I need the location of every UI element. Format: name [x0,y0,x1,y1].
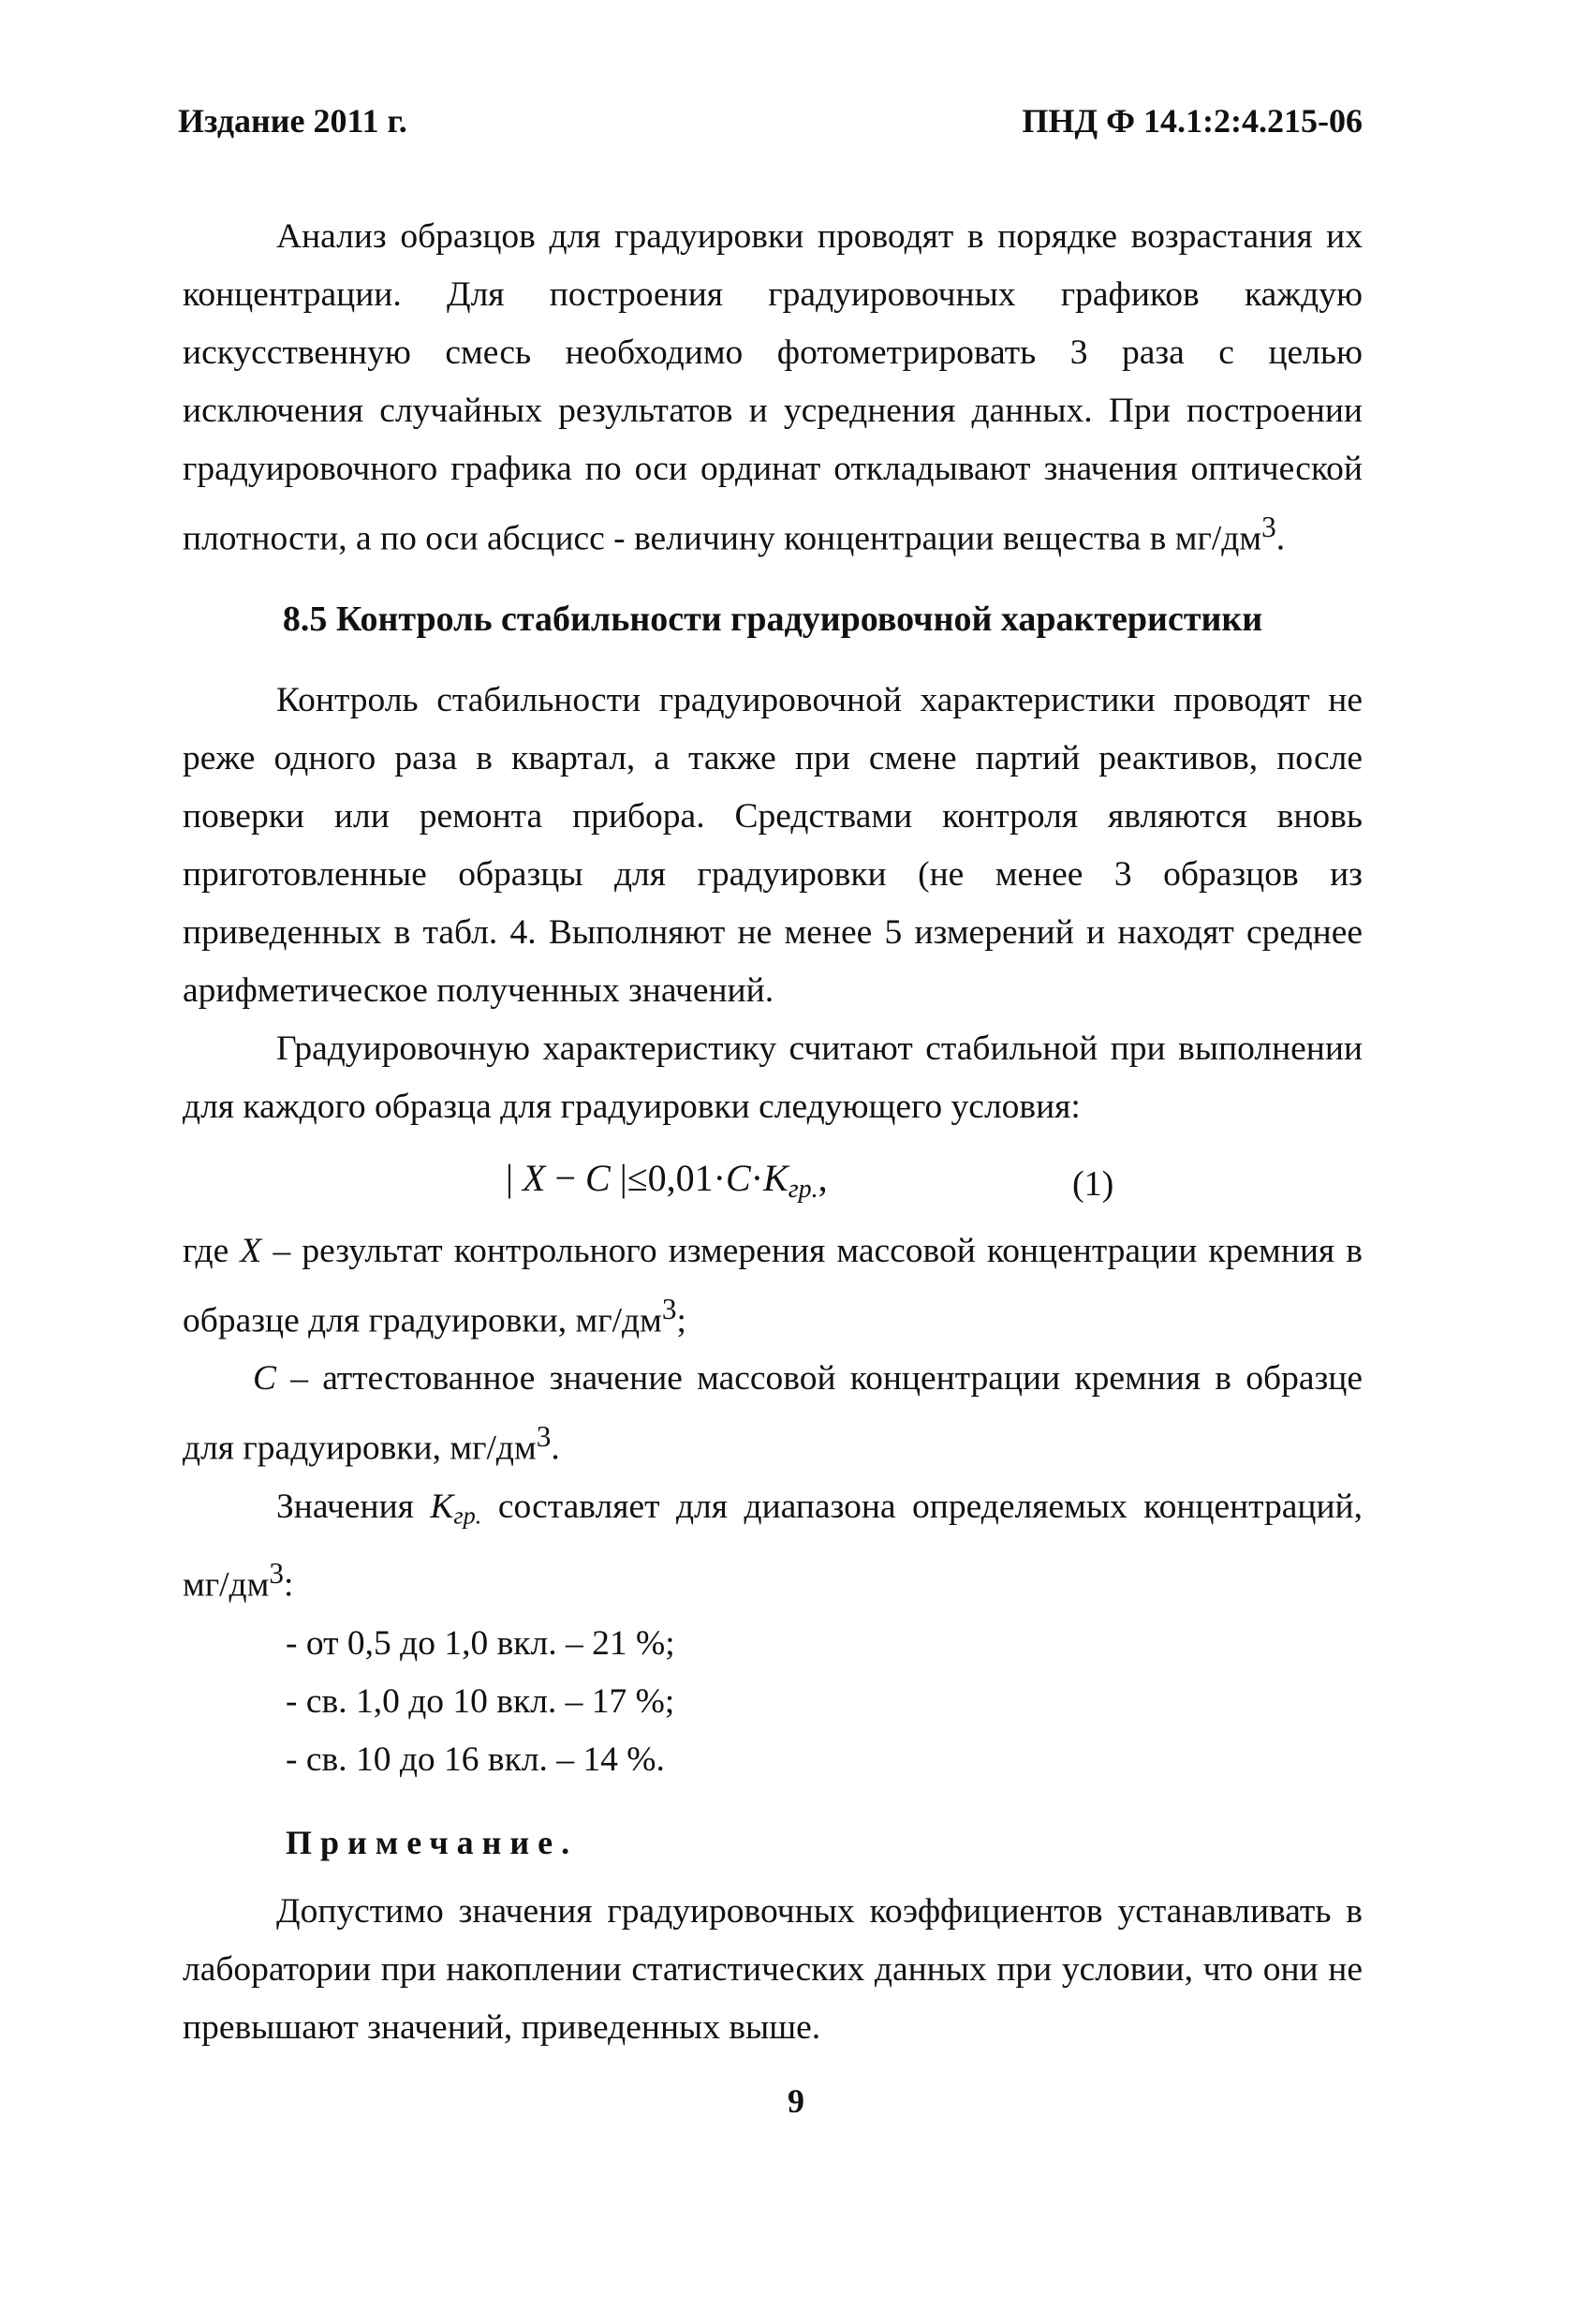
definition-x-var: X [240,1231,262,1270]
range-item: - св. 1,0 до 10 вкл. – 17 %; [286,1681,675,1721]
definition-c-end: . [551,1428,560,1468]
page-body [183,208,1363,2057]
formula-bar-right: | [619,1156,627,1199]
k-intro-text: составляет для диапазона определяемых концентраций, мг/дм [183,1487,1363,1605]
paragraph-1-superscript: 3 [1261,511,1276,543]
formula-k-subscript: гр. [788,1174,818,1204]
range-item: - от 0,5 до 1,0 вкл. – 21 %; [286,1623,675,1663]
paragraph-graph-construction [183,208,1363,569]
k-intro [183,1478,1363,1615]
edition-label: Издание 2011 г. [178,102,407,140]
formula-dot: · [750,1156,764,1199]
k-intro-superscript: 3 [269,1557,284,1591]
definition-c-text: – аттестованное значение массовой концентрации кремния в образце для градуировки, мг/дм [183,1359,1363,1468]
definition-c-superscript: 3 [536,1420,552,1453]
formula-var-c2: C [726,1156,751,1199]
formula-var-c: C [585,1156,611,1199]
definition-x-prefix: где [183,1231,241,1270]
k-intro-var: K [430,1487,454,1526]
formula-var-k: K [763,1156,789,1199]
definition-x-end: ; [676,1301,686,1340]
concentration-ranges [183,1615,1363,1789]
formula-rhs: ≤0,01· [626,1156,726,1199]
formula-bar-left: | [506,1156,514,1199]
k-intro-subscript: гр. [453,1502,482,1530]
paragraph-1-text: Анализ образцов для градуировки проводят в порядке возрастания их концентрации. Для построения градуировочных графиков каждую искусственную смесь необходимо фотометрировать 3 раза с целью исключения случайных результатов и усреднения данных. При построении градуировочного графика по оси ординат откладывают значения оптической плотности, а по оси абсцисс - величину концентрации вещества в мг/дм [183,217,1363,558]
section-heading: 8.5 Контроль стабильности градуировочной характеристики [282,599,1263,639]
range-item: - св. 10 до 16 вкл. – 14 %. [286,1739,665,1779]
page-header [178,101,1363,157]
formula-minus: − [545,1156,586,1199]
definition-x-text: – результат контрольного измерения массовой концентрации кремния в образце для градуировки, мг/дм [183,1231,1363,1340]
formula-number: (1) [1072,1163,1114,1204]
formula-expression [506,1149,828,1219]
k-intro-end: : [283,1565,294,1605]
definition-c-var: C [253,1359,277,1398]
document-code: ПНД Ф 14.1:2:4.215-06 [1022,102,1363,140]
formula-comma: , [818,1156,828,1199]
definition-x [183,1222,1363,1351]
page-number: 9 [788,2082,804,2120]
definition-c [183,1350,1363,1478]
formula-var-x: X [523,1156,546,1199]
formula-1 [183,1142,1363,1221]
paragraph-1-end: . [1275,519,1286,558]
paragraph-stability-control: Контроль стабильности градуировочной характеристики проводят не реже одного раза в квартал, а также при смене партий реактивов, после поверки или ремонта прибора. Средствами контроля являются вновь приготовленные образцы для градуировки (не менее 3 образцов из приведенных в табл. 4. Выполняют не менее 5 измерений и находят среднее арифметическое полученных значений. [183,680,1363,1010]
note-title: Примечание. [286,1823,579,1861]
note-text: Допустимо значения градуировочных коэффициентов устанавливать в лаборатории при накоплении статистических данных при условии, что они не превышают значений, приведенных выше. [183,1891,1363,2047]
k-intro-prefix: Значения [276,1487,431,1526]
paragraph-condition: Градуировочную характеристику считают стабильной при выполнении для каждого образца для градуировки следующего условия: [183,1029,1363,1126]
definition-x-superscript: 3 [661,1292,677,1325]
